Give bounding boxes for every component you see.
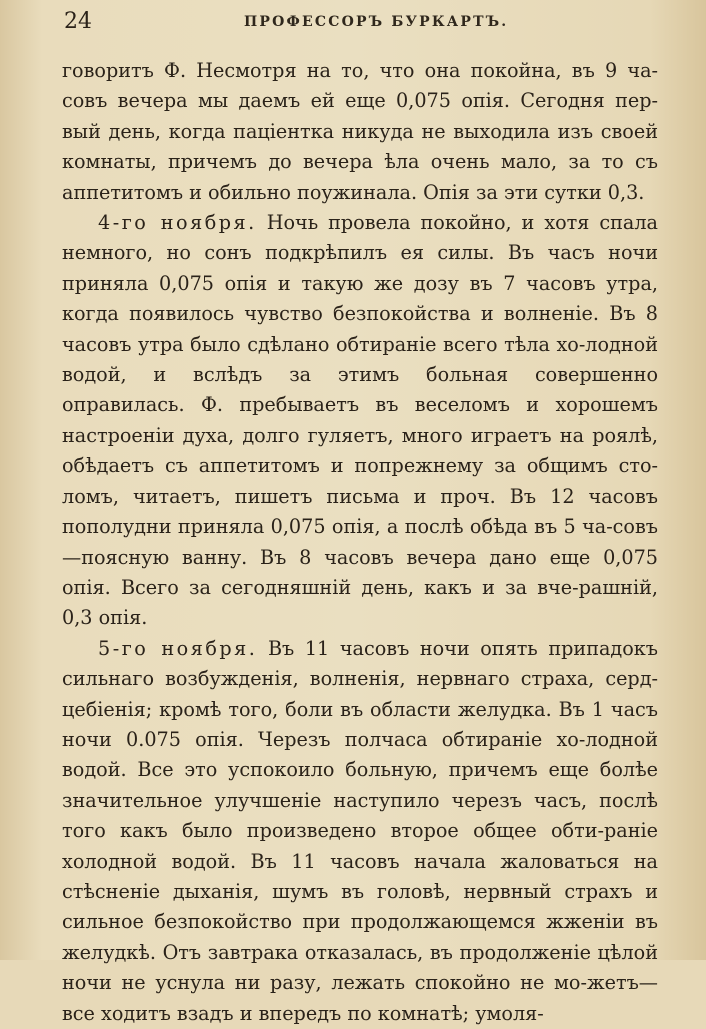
page-header bbox=[64, 6, 666, 34]
date-heading: 5-го ноября. bbox=[98, 636, 258, 660]
paragraph-text: говоритъ Ф. Несмотря на то, что она покойна, въ 9 ча-совъ вечера мы даемъ ей еще 0,075 опiя. Сегодня пер-вый день, когда пацiентка никуда не выходила изъ своей комнаты, причемъ до вечера ѣла очень мало, за то съ аппетитомъ и обильно поужинала. Опiя за эти сутки 0,3. bbox=[62, 59, 658, 204]
paragraph-continuation bbox=[62, 56, 658, 208]
paragraph-text: Въ 11 часовъ ночи опять припадокъ сильнаго возбужденiя, волненiя, нервнаго страха, серд-цебiенiя; кромѣ того, боли въ области желудка. Въ 1 часъ ночи 0.075 опiя. Черезъ полчаса обтиранiе хо-лодной водой. Все это успокоило больную, причемъ еще болѣе значительное улучшенiе наступило черезъ часъ, послѣ того какъ было произведено второе общее обти-ранiе холодной водой. Въ 11 часовъ начала жаловаться на стѣсненiе дыханiя, шумъ въ головѣ, нервный страхъ и сильное безпокойство при продолжающемся жженiи въ желудкѣ. Отъ завтрака отказалась, въ продолженiе цѣлой ночи не уснула ни разу, лежать спокойно не мо-жетъ—все ходитъ взадъ и впередъ по комнатѣ; умоля- bbox=[62, 636, 658, 1025]
date-heading: 4-го ноября. bbox=[98, 211, 257, 235]
body-text bbox=[62, 56, 658, 1029]
paragraph-november-5 bbox=[62, 634, 658, 1029]
paragraph-text: Ночь провела покойно, и хотя спала немного, но сонъ подкрѣпилъ ея силы. Въ часъ ночи приняла 0,075 опiя и такую же дозу въ 7 часовъ утра, когда появилось чувство безпокойства и волненiе. Въ 8 часовъ утра было сдѣлано обтиранiе всего тѣла хо-лодной водой, и вслѣдъ за этимъ больная совершенно оправилась. Ф. пребываетъ въ веселомъ и хорошемъ настроенiи духа, долго гуляетъ, много играетъ на роялѣ, обѣдаетъ съ аппетитомъ и попрежнему за общимъ сто-ломъ, читаетъ, пишетъ письма и проч. Въ 12 часовъ пополудни приняла 0,075 опiя, а послѣ обѣда въ 5 ча-совъ—поясную ванну. Въ 8 часовъ вечера дано еще 0,075 опiя. Всего за сегодняшнiй день, какъ и за вче-рашнiй, 0,3 опiя. bbox=[62, 211, 658, 630]
paragraph-november-4 bbox=[62, 208, 658, 634]
running-title: ПРОФЕССОРЪ БУРКАРТЪ. bbox=[244, 14, 509, 30]
page-number: 24 bbox=[64, 9, 92, 34]
